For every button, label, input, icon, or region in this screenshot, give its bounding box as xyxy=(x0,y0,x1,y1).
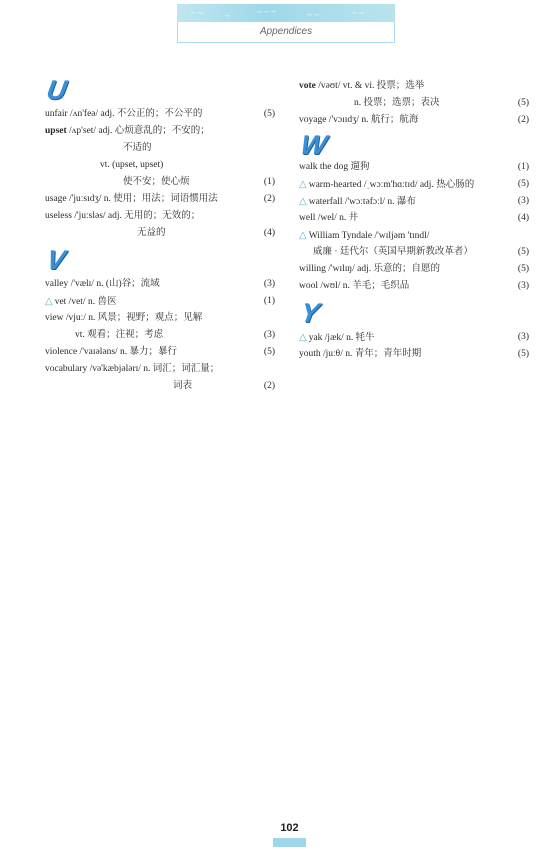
entry-voyage xyxy=(299,112,529,129)
unit-number: (1) xyxy=(517,162,529,172)
unit-number: (3) xyxy=(517,196,529,206)
entry-continuation xyxy=(45,174,275,191)
entry-waterfall xyxy=(299,193,529,210)
unit-number: (2) xyxy=(263,381,275,391)
unit-number: (5) xyxy=(517,179,529,189)
entry-violence xyxy=(45,344,275,361)
entry-continuation xyxy=(299,244,529,261)
entry-continuation xyxy=(45,327,275,344)
unit-number: (5) xyxy=(517,98,529,108)
entry-text: violence /'vaɪələns/ n. 暴力；暴行 xyxy=(45,347,178,357)
headword: vote xyxy=(299,81,316,91)
entry-text: n. 投票；选票；表决 xyxy=(354,98,440,108)
entry-text: unfair /ʌn'feə/ adj. 不公正的；不公平的 xyxy=(45,109,203,119)
unit-number: (3) xyxy=(517,281,529,291)
unit-number: (5) xyxy=(517,247,529,257)
entry-text: view /vjuː/ n. 风景；视野；观点；见解 xyxy=(45,313,203,323)
triangle-icon: △ xyxy=(299,196,307,207)
entry-text: warm-hearted /ˌwɔːm'hɑːtɪd/ adj. 热心肠的 xyxy=(308,180,475,190)
entry-text: waterfall /'wɔːtəfɔːl/ n. 瀑布 xyxy=(308,197,416,207)
entry-upset xyxy=(45,123,275,140)
entry-vote xyxy=(299,78,529,95)
entry-valley xyxy=(45,276,275,293)
entry-wool xyxy=(299,278,529,295)
unit-number: (4) xyxy=(517,213,529,223)
entry-text: youth /juːθ/ n. 青年；青年时期 xyxy=(299,349,422,359)
entry-youth xyxy=(299,346,529,363)
unit-number: (5) xyxy=(517,264,529,274)
entry-text: wool /wʊl/ n. 羊毛；毛织品 xyxy=(299,281,410,291)
entry-continuation xyxy=(45,378,275,395)
entry-text: William Tyndale /'wɪljəm 'tɪndl/ xyxy=(308,231,430,241)
entry-view xyxy=(45,310,275,327)
entry-text: 词表 xyxy=(173,381,193,391)
footer-strip xyxy=(273,838,306,847)
page-number: 102 xyxy=(280,822,299,834)
entry-text: /ʌp'set/ adj. 心烦意乱的；不安的； xyxy=(66,126,210,136)
entry-william-tyndale xyxy=(299,227,529,244)
unit-number: (3) xyxy=(263,330,275,340)
unit-number: (3) xyxy=(517,332,529,342)
entry-text: vet /vet/ n. 兽医 xyxy=(54,297,117,307)
entry-well xyxy=(299,210,529,227)
unit-number: (1) xyxy=(263,177,275,187)
entry-continuation xyxy=(45,140,275,157)
unit-number: (1) xyxy=(263,296,275,306)
triangle-icon: △ xyxy=(299,332,307,343)
triangle-icon: △ xyxy=(45,296,53,307)
entry-vocabulary xyxy=(45,361,275,378)
entry-text: well /wel/ n. 井 xyxy=(299,213,359,223)
headword: upset xyxy=(45,126,67,136)
entry-continuation xyxy=(45,157,275,174)
entry-continuation xyxy=(45,225,275,242)
section-letter-w: W xyxy=(298,130,330,160)
entry-walk-the-dog xyxy=(299,159,529,176)
entry-useless xyxy=(45,208,275,225)
entry-text: walk the dog 遛狗 xyxy=(299,162,370,172)
triangle-icon: △ xyxy=(299,179,307,190)
triangle-icon: △ xyxy=(299,230,307,241)
entry-text: 使不安；使心烦 xyxy=(123,177,190,187)
right-column xyxy=(299,78,529,363)
entry-continuation xyxy=(299,95,529,112)
unit-number: (2) xyxy=(263,194,275,204)
entry-warm-hearted xyxy=(299,176,529,193)
unit-number: (5) xyxy=(263,347,275,357)
header-title: Appendices xyxy=(177,22,395,43)
entry-text: yak /jæk/ n. 牦牛 xyxy=(308,333,375,343)
unit-number: (4) xyxy=(263,228,275,238)
entry-text: useless /'juːsləs/ adj. 无用的；无效的； xyxy=(45,211,201,221)
left-column xyxy=(44,75,275,395)
section-letter-y: Y xyxy=(298,298,322,328)
entry-text: 威廉 · 廷代尔（英国早期新教改革者） xyxy=(313,247,473,257)
header-banner: ~ ~ ~ ~ ~ ~ ~ ~ ~ ~ xyxy=(177,4,395,22)
entry-text: usage /'juːsɪdʒ/ n. 使用；用法；词语惯用法 xyxy=(45,194,218,204)
entry-yak xyxy=(299,329,529,346)
entry-text: vt. 观看；注视；考虑 xyxy=(75,330,164,340)
entry-usage xyxy=(45,191,275,208)
entry-text: voyage /'vɔɪɪdʒ/ n. 航行；航海 xyxy=(299,115,419,125)
entry-text: willing /'wɪlɪŋ/ adj. 乐意的；自愿的 xyxy=(299,264,440,274)
entry-text: 无益的 xyxy=(137,228,166,238)
unit-number: (2) xyxy=(517,115,529,125)
entry-text: vt. (upset, upset) xyxy=(100,160,164,170)
entry-willing xyxy=(299,261,529,278)
unit-number: (5) xyxy=(517,349,529,359)
entry-vet xyxy=(45,293,275,310)
entry-text: /vəʊt/ vt. & vi. 投票；选举 xyxy=(315,81,425,91)
unit-number: (5) xyxy=(263,109,275,119)
entry-text: valley /'vælɪ/ n. (山)谷；流域 xyxy=(45,279,160,289)
entry-unfair xyxy=(45,106,275,123)
unit-number: (3) xyxy=(263,279,275,289)
section-letter-v: V xyxy=(44,245,68,275)
section-letter-u: U xyxy=(44,75,70,105)
entry-text: vocabulary /və'kæbjələrɪ/ n. 词汇；词汇量； xyxy=(45,364,220,374)
entry-text: 不适的 xyxy=(123,143,152,153)
